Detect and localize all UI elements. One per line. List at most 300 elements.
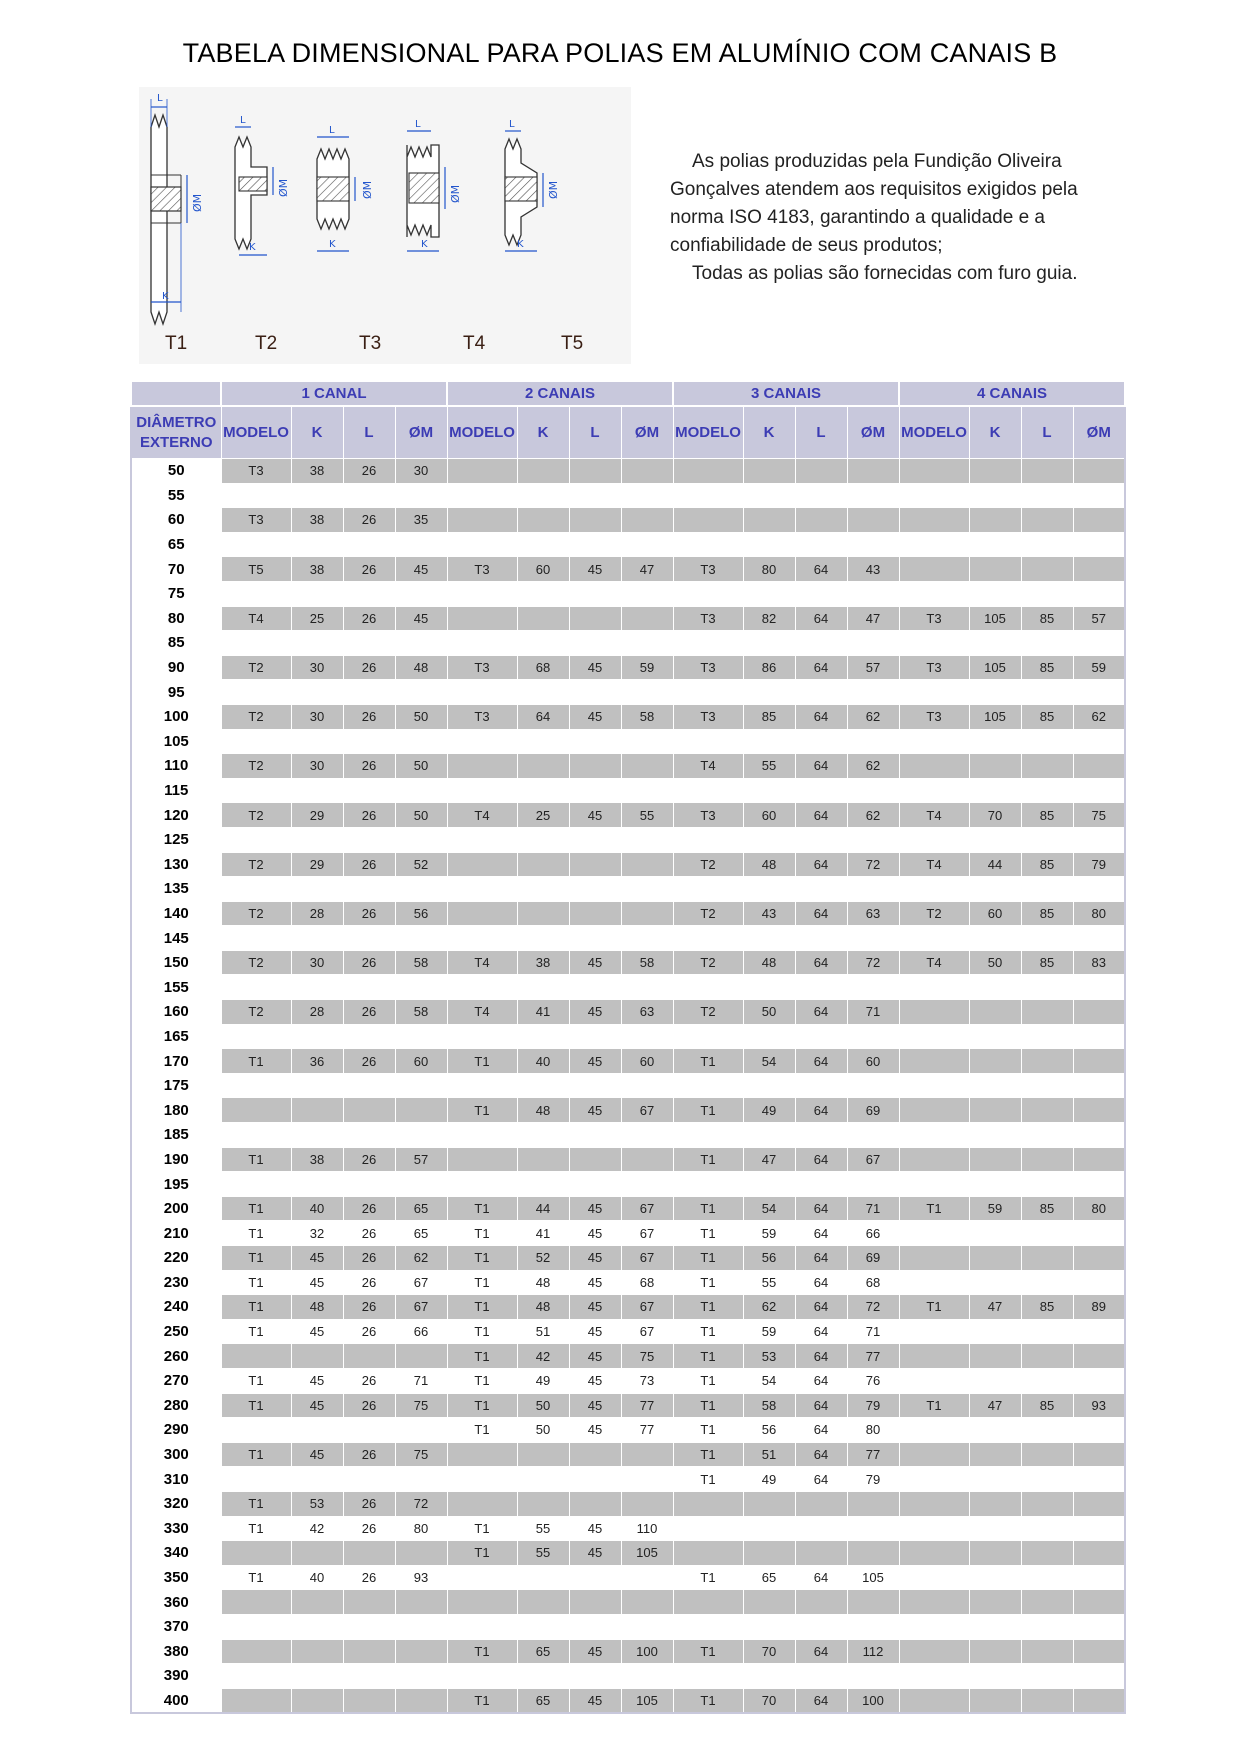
table-cell: T3 [447, 655, 517, 680]
table-cell: 43 [847, 557, 899, 582]
table-cell [743, 1614, 795, 1639]
table-cell [1021, 581, 1073, 606]
table-cell: 59 [743, 1221, 795, 1246]
table-cell [221, 877, 291, 902]
table-cell [621, 508, 673, 533]
table-cell [899, 1073, 969, 1098]
table-cell [969, 1270, 1021, 1295]
table-cell [847, 975, 899, 1000]
table-cell [221, 631, 291, 656]
diameter-cell: 50 [131, 459, 221, 484]
table-cell: 69 [847, 1246, 899, 1271]
table-cell [899, 483, 969, 508]
table-cell: 79 [1073, 852, 1125, 877]
table-cell [1073, 778, 1125, 803]
table-cell [899, 1049, 969, 1074]
table-cell: 59 [969, 1196, 1021, 1221]
table-cell: 60 [621, 1049, 673, 1074]
table-row [131, 1196, 1125, 1221]
table-cell: T3 [899, 704, 969, 729]
table-cell [1021, 1565, 1073, 1590]
table-cell [969, 581, 1021, 606]
table-cell: 45 [569, 1295, 621, 1320]
table-cell [1073, 1614, 1125, 1639]
table-cell [621, 532, 673, 557]
description-paragraph-2: Todas as polias são fornecidas com furo guia. [692, 263, 1078, 284]
table-cell [221, 532, 291, 557]
table-cell: 77 [621, 1393, 673, 1418]
table-cell [221, 1467, 291, 1492]
table-cell [899, 680, 969, 705]
table-cell [847, 827, 899, 852]
diameter-cell: 130 [131, 852, 221, 877]
table-row [131, 1073, 1125, 1098]
table-cell [291, 631, 343, 656]
table-cell [447, 1172, 517, 1197]
table-cell [447, 901, 517, 926]
table-cell: 51 [743, 1442, 795, 1467]
table-cell [221, 1590, 291, 1615]
table-cell [569, 581, 621, 606]
table-cell [621, 827, 673, 852]
table-cell [343, 680, 395, 705]
table-cell [221, 1024, 291, 1049]
table-cell [1073, 1664, 1125, 1689]
table-cell [1021, 1491, 1073, 1516]
table-cell [569, 877, 621, 902]
table-row [131, 877, 1125, 902]
table-cell [447, 1491, 517, 1516]
table-cell [969, 1344, 1021, 1369]
table-cell: 66 [395, 1319, 447, 1344]
table-cell [899, 1442, 969, 1467]
column-header-k: K [743, 406, 795, 459]
table-cell: 64 [795, 1246, 847, 1271]
table-cell: 71 [847, 1000, 899, 1025]
table-cell [1021, 631, 1073, 656]
table-cell [743, 1491, 795, 1516]
table-cell [291, 827, 343, 852]
table-cell: 62 [847, 803, 899, 828]
diameter-header: DIÂMETRO EXTERNO [131, 406, 221, 459]
table-cell: 50 [517, 1418, 569, 1443]
table-cell: 45 [569, 1368, 621, 1393]
table-cell [795, 1073, 847, 1098]
table-cell [343, 1664, 395, 1689]
table-cell [447, 754, 517, 779]
table-cell: T1 [447, 1368, 517, 1393]
table-cell: 64 [795, 1319, 847, 1344]
table-cell [899, 1172, 969, 1197]
table-cell: 112 [847, 1639, 899, 1664]
table-cell [517, 680, 569, 705]
table-cell [569, 975, 621, 1000]
table-cell [969, 1442, 1021, 1467]
column-header-m: ØM [847, 406, 899, 459]
table-cell: 47 [969, 1393, 1021, 1418]
table-cell [969, 1147, 1021, 1172]
table-cell: 45 [291, 1368, 343, 1393]
table-cell: 45 [569, 950, 621, 975]
table-cell: 50 [969, 950, 1021, 975]
table-cell [291, 1467, 343, 1492]
table-cell [621, 483, 673, 508]
table-cell: T5 [221, 557, 291, 582]
table-cell: 26 [343, 1246, 395, 1271]
table-cell [517, 827, 569, 852]
table-row [131, 1221, 1125, 1246]
table-cell: 45 [569, 1393, 621, 1418]
table-cell: 105 [621, 1688, 673, 1713]
table-cell: T1 [221, 1246, 291, 1271]
table-cell [673, 729, 743, 754]
table-row [131, 1590, 1125, 1615]
table-cell [447, 1614, 517, 1639]
type-label-t4: T4 [463, 333, 486, 354]
table-cell [221, 1639, 291, 1664]
table-cell: 60 [743, 803, 795, 828]
table-cell [621, 459, 673, 484]
table-cell: 64 [795, 803, 847, 828]
type-label-t2: T2 [255, 333, 278, 354]
table-cell: 105 [969, 606, 1021, 631]
table-cell [969, 1221, 1021, 1246]
table-cell: 26 [343, 852, 395, 877]
table-cell: 64 [795, 606, 847, 631]
table-cell [447, 926, 517, 951]
diameter-cell: 160 [131, 1000, 221, 1025]
table-cell [1073, 1000, 1125, 1025]
table-cell [395, 483, 447, 508]
table-cell [899, 1000, 969, 1025]
table-cell [447, 581, 517, 606]
table-cell: 55 [621, 803, 673, 828]
table-cell [795, 729, 847, 754]
table-cell [1021, 1614, 1073, 1639]
table-cell [969, 877, 1021, 902]
table-cell [291, 1123, 343, 1148]
table-cell: 41 [517, 1000, 569, 1025]
table-cell [899, 1319, 969, 1344]
table-row [131, 1172, 1125, 1197]
table-cell: 80 [743, 557, 795, 582]
table-cell [1073, 1123, 1125, 1148]
table-cell [1021, 778, 1073, 803]
table-cell: 26 [343, 1442, 395, 1467]
table-cell: 93 [395, 1565, 447, 1590]
table-cell [899, 1467, 969, 1492]
table-cell [1021, 1049, 1073, 1074]
svg-text:ØM: ØM [547, 180, 560, 199]
table-cell [517, 852, 569, 877]
table-cell [795, 1614, 847, 1639]
table-cell [621, 1024, 673, 1049]
table-cell [1021, 1418, 1073, 1443]
table-cell: 80 [395, 1516, 447, 1541]
table-row [131, 483, 1125, 508]
diameter-cell: 310 [131, 1467, 221, 1492]
table-cell: T3 [899, 606, 969, 631]
table-cell [221, 1344, 291, 1369]
table-cell: T1 [447, 1246, 517, 1271]
table-cell: T1 [673, 1319, 743, 1344]
dimensions-table [130, 380, 1126, 1714]
table-cell: 32 [291, 1221, 343, 1246]
diameter-cell: 210 [131, 1221, 221, 1246]
table-cell: 85 [1021, 852, 1073, 877]
table-cell: 26 [343, 803, 395, 828]
table-cell [673, 508, 743, 533]
table-cell [899, 532, 969, 557]
table-cell [447, 1565, 517, 1590]
table-cell [291, 926, 343, 951]
table-cell: 62 [847, 754, 899, 779]
table-cell: 45 [569, 1639, 621, 1664]
table-cell [291, 1073, 343, 1098]
table-cell: T2 [673, 1000, 743, 1025]
table-cell [673, 1516, 743, 1541]
table-cell [395, 581, 447, 606]
table-cell: T4 [673, 754, 743, 779]
table-cell: T1 [221, 1295, 291, 1320]
diameter-cell: 85 [131, 631, 221, 656]
table-cell: 48 [743, 950, 795, 975]
svg-text:L: L [509, 119, 515, 130]
table-cell [517, 1073, 569, 1098]
table-cell [743, 1541, 795, 1566]
table-cell: 26 [343, 508, 395, 533]
table-row [131, 1614, 1125, 1639]
diameter-cell: 135 [131, 877, 221, 902]
table-cell [221, 1614, 291, 1639]
table-cell [795, 483, 847, 508]
table-cell [969, 1565, 1021, 1590]
table-cell: 42 [517, 1344, 569, 1369]
table-cell: T1 [447, 1196, 517, 1221]
table-cell [291, 975, 343, 1000]
table-cell [1021, 1098, 1073, 1123]
table-cell [743, 926, 795, 951]
table-cell: 45 [569, 1319, 621, 1344]
diameter-cell: 95 [131, 680, 221, 705]
diameter-cell: 90 [131, 655, 221, 680]
table-cell [447, 1590, 517, 1615]
table-cell [621, 1123, 673, 1148]
table-cell [969, 1049, 1021, 1074]
table-cell [795, 827, 847, 852]
table-cell: T2 [221, 950, 291, 975]
table-cell [1073, 1319, 1125, 1344]
table-cell [673, 926, 743, 951]
pulley-t1-drawing [151, 93, 204, 324]
column-header-l: L [569, 406, 621, 459]
table-cell [673, 1123, 743, 1148]
diameter-cell: 60 [131, 508, 221, 533]
table-cell [969, 1368, 1021, 1393]
table-cell [969, 483, 1021, 508]
table-cell: T3 [673, 704, 743, 729]
table-cell [621, 729, 673, 754]
table-cell: T1 [221, 1393, 291, 1418]
table-cell [517, 631, 569, 656]
table-row [131, 459, 1125, 484]
table-cell [795, 1123, 847, 1148]
table-cell: 57 [1073, 606, 1125, 631]
table-cell [743, 778, 795, 803]
column-header-m: ØM [621, 406, 673, 459]
table-cell [847, 631, 899, 656]
table-cell [969, 508, 1021, 533]
table-cell: 82 [743, 606, 795, 631]
table-cell: 64 [795, 754, 847, 779]
table-cell: 67 [621, 1221, 673, 1246]
table-cell: 62 [395, 1246, 447, 1271]
table-cell [1021, 1000, 1073, 1025]
table-cell [795, 631, 847, 656]
table-cell [847, 1541, 899, 1566]
table-cell: 80 [1073, 901, 1125, 926]
table-cell: T1 [673, 1639, 743, 1664]
table-cell [969, 729, 1021, 754]
table-cell: 58 [743, 1393, 795, 1418]
table-cell: 105 [969, 655, 1021, 680]
table-cell: 65 [395, 1221, 447, 1246]
diameter-cell: 290 [131, 1418, 221, 1443]
table-cell: 62 [847, 704, 899, 729]
table-cell [517, 1442, 569, 1467]
table-cell: 29 [291, 852, 343, 877]
diameter-cell: 190 [131, 1147, 221, 1172]
pulley-drawings [139, 87, 631, 364]
table-cell: T1 [447, 1344, 517, 1369]
table-cell: 45 [569, 1246, 621, 1271]
table-cell [847, 1172, 899, 1197]
table-cell [221, 827, 291, 852]
table-cell: T1 [221, 1196, 291, 1221]
table-cell [517, 1467, 569, 1492]
table-cell: 86 [743, 655, 795, 680]
table-cell [291, 1688, 343, 1713]
table-cell [795, 778, 847, 803]
column-header-m: ØM [1073, 406, 1125, 459]
table-cell: 72 [847, 852, 899, 877]
table-cell [1021, 877, 1073, 902]
table-cell [1073, 532, 1125, 557]
table-cell: T2 [221, 655, 291, 680]
table-cell [743, 877, 795, 902]
table-cell: 56 [743, 1246, 795, 1271]
table-cell [969, 975, 1021, 1000]
column-header-k: K [291, 406, 343, 459]
table-cell [795, 532, 847, 557]
diameter-cell: 400 [131, 1688, 221, 1713]
table-cell [969, 1590, 1021, 1615]
table-cell: 58 [621, 950, 673, 975]
table-cell [1021, 1221, 1073, 1246]
table-cell: 70 [969, 803, 1021, 828]
table-cell [517, 1491, 569, 1516]
table-cell: 58 [621, 704, 673, 729]
table-row [131, 901, 1125, 926]
table-cell [969, 778, 1021, 803]
table-cell [899, 508, 969, 533]
column-header-k: K [517, 406, 569, 459]
table-cell [569, 1664, 621, 1689]
table-cell: T1 [221, 1368, 291, 1393]
table-cell [447, 1123, 517, 1148]
table-cell [899, 1123, 969, 1148]
table-cell: 38 [291, 459, 343, 484]
table-cell: 85 [1021, 704, 1073, 729]
column-header-modelo: MODELO [447, 406, 517, 459]
table-cell [847, 508, 899, 533]
table-cell [899, 1270, 969, 1295]
table-cell: 59 [1073, 655, 1125, 680]
table-cell: 30 [291, 704, 343, 729]
table-cell [395, 778, 447, 803]
table-cell: 30 [291, 754, 343, 779]
table-cell [673, 581, 743, 606]
table-cell: T3 [899, 655, 969, 680]
table-cell [291, 1418, 343, 1443]
table-cell: T3 [447, 704, 517, 729]
table-cell: T3 [221, 459, 291, 484]
table-cell [847, 459, 899, 484]
table-cell [621, 1467, 673, 1492]
column-header-modelo: MODELO [673, 406, 743, 459]
diameter-cell: 230 [131, 1270, 221, 1295]
table-cell: 51 [517, 1319, 569, 1344]
table-cell [743, 1172, 795, 1197]
table-cell [1021, 1516, 1073, 1541]
table-cell: 64 [795, 1000, 847, 1025]
table-cell [899, 926, 969, 951]
table-cell [743, 1664, 795, 1689]
table-cell [899, 778, 969, 803]
table-cell [899, 1147, 969, 1172]
table-cell [1073, 1590, 1125, 1615]
table-cell [343, 1123, 395, 1148]
table-cell [1073, 1688, 1125, 1713]
table-cell: 83 [1073, 950, 1125, 975]
table-row [131, 926, 1125, 951]
description-paragraph-1: As polias produzidas pela Fundição Oliveira Gonçalves atendem aos requisitos exigidos pela norma ISO 4183, garantindo a qualidade e a confiabilidade de seus produtos; [670, 151, 1078, 256]
table-cell: 30 [291, 950, 343, 975]
description [670, 148, 1110, 288]
table-cell: 45 [569, 704, 621, 729]
table-cell [673, 1073, 743, 1098]
table-cell: 45 [291, 1246, 343, 1271]
table-cell: T1 [673, 1344, 743, 1369]
table-cell [1073, 483, 1125, 508]
table-cell: T1 [447, 1098, 517, 1123]
table-cell: 26 [343, 1295, 395, 1320]
table-cell: T2 [221, 901, 291, 926]
table-row [131, 778, 1125, 803]
table-cell: T1 [221, 1442, 291, 1467]
table-cell [899, 1491, 969, 1516]
table-cell: 25 [291, 606, 343, 631]
table-cell: 53 [291, 1491, 343, 1516]
table-cell: T2 [673, 950, 743, 975]
table-cell: 64 [795, 1196, 847, 1221]
svg-text:ØM: ØM [449, 184, 462, 203]
group-header-1-canal: 1 CANAL [221, 381, 447, 406]
table-cell: 67 [621, 1246, 673, 1271]
table-cell [1073, 459, 1125, 484]
table-cell [343, 1590, 395, 1615]
table-cell: 26 [343, 655, 395, 680]
